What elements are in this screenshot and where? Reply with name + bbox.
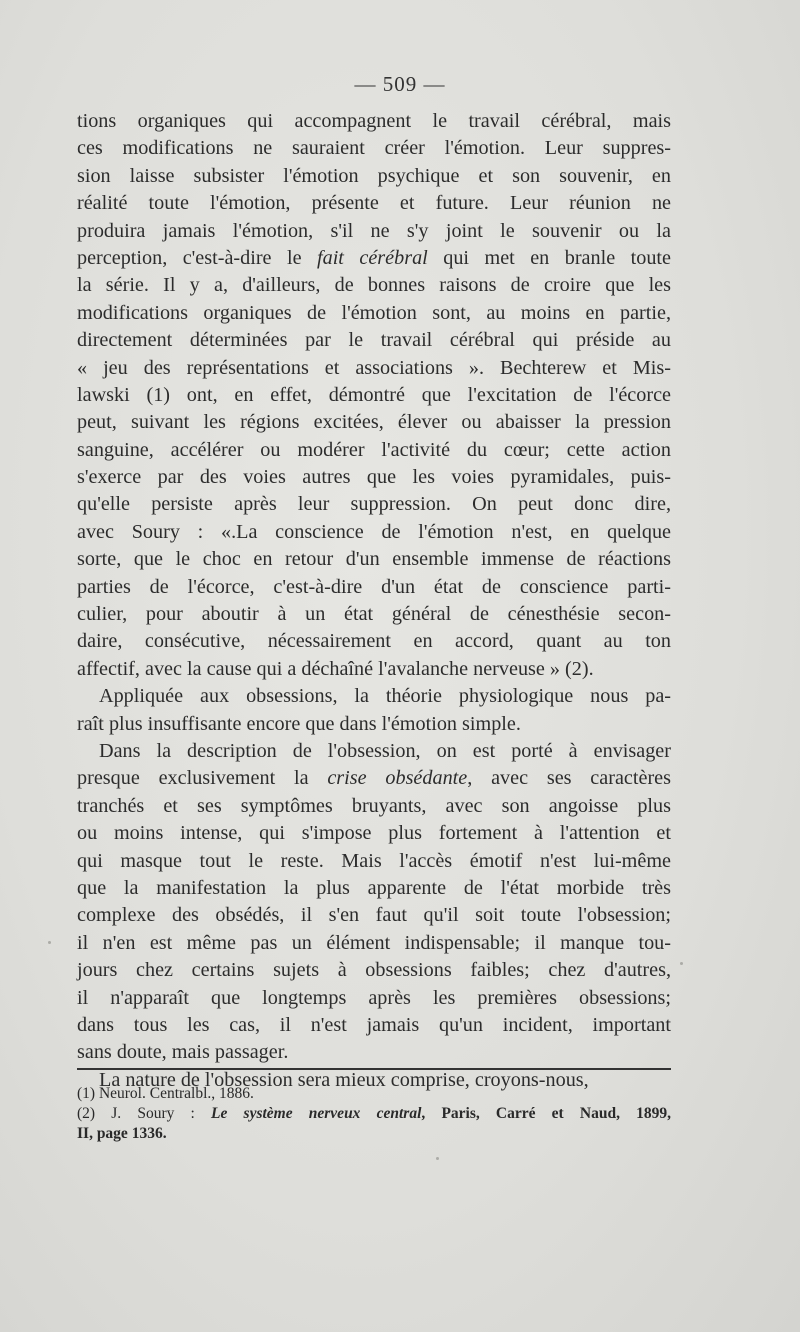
- text-line: directement déterminées par le travail cérébral qui préside au: [77, 329, 671, 352]
- text-line: réalité toute l'émotion, présente et future. Leur réunion ne: [77, 192, 671, 215]
- text-line: tions organiques qui accompagnent le travail cérébral, mais: [77, 110, 671, 132]
- text-line: lawski (1) ont, en effet, démontré que l'excitation de l'écorce: [77, 383, 671, 406]
- text-line: il n'en est même pas un élément indispensable; il manque tou-: [77, 931, 671, 954]
- text-line: La nature de l'obsession sera mieux comprise, croyons-nous,: [99, 1068, 589, 1091]
- text-line: dans tous les cas, il n'est jamais qu'un incident, important: [77, 1013, 671, 1036]
- paper-speck: [680, 962, 683, 965]
- text-fragment: , avec ses caractères: [467, 767, 671, 790]
- footnote-2-suffix: , Paris, Carré et Naud, 1899,: [421, 1105, 671, 1122]
- text-line: raît plus insuffisante encore que dans l'émotion simple.: [77, 712, 521, 735]
- text-line: il n'apparaît que longtemps après les premières obsessions;: [77, 986, 671, 1009]
- text-line: s'exerce par des voies autres que les voies pyramidales, puis-: [77, 466, 671, 489]
- text-line: [77, 765, 671, 792]
- text-fragment: qui met en branle toute: [427, 246, 671, 269]
- text-line: tranchés et ses symptômes bruyants, avec son angoisse plus: [77, 794, 671, 817]
- text-line: Dans la description de l'obsession, on est porté à envisager: [99, 739, 671, 762]
- paper-speck: [48, 941, 51, 944]
- italic-phrase: crise obsédante: [327, 767, 468, 790]
- footnote-rule: [77, 1068, 671, 1070]
- text-line: affectif, avec la cause qui a déchaîné l'avalanche nerveuse » (2).: [77, 657, 594, 680]
- text-line: peut, suivant les régions excitées, élever ou abaisser la pression: [77, 411, 671, 434]
- text-line: parties de l'écorce, c'est-à-dire d'un état de conscience parti-: [77, 575, 671, 598]
- text-line: sorte, que le choc en retour d'un ensemble immense de réactions: [77, 548, 671, 571]
- text-line: produira jamais l'émotion, s'il ne s'y joint le souvenir ou la: [77, 219, 671, 242]
- text-line: sanguine, accélérer ou modérer l'activité du cœur; cette action: [77, 438, 671, 461]
- text-line: avec Soury : «.La conscience de l'émotion n'est, en quelque: [77, 520, 671, 543]
- text-line: « jeu des représentations et associations ». Bechterew et Mis-: [77, 356, 671, 379]
- text-line: que la manifestation la plus apparente de l'état morbide très: [77, 876, 671, 899]
- text-line: [77, 245, 671, 272]
- footnote-2: [77, 1104, 671, 1124]
- page-number: — 509 —: [354, 72, 446, 96]
- text-line: complexe des obsédés, il s'en faut qu'il soit toute l'obsession;: [77, 904, 671, 927]
- footnote-1: (1) Neurol. Centralbl., 1886.: [77, 1085, 254, 1102]
- footnote-2-prefix: (2) J. Soury :: [77, 1105, 212, 1122]
- footnote-2-continuation: II, page 1336.: [77, 1125, 167, 1142]
- footnotes: [77, 1084, 671, 1144]
- body-text: [77, 108, 671, 1094]
- text-line: Appliquée aux obsessions, la théorie physiologique nous pa-: [99, 685, 671, 708]
- text-line: ou moins intense, qui s'impose plus fortement à l'attention et: [77, 822, 671, 845]
- text-line: modifications organiques de l'émotion sont, au moins en partie,: [77, 301, 671, 324]
- text-line: jours chez certains sujets à obsessions faibles; chez d'autres,: [77, 959, 671, 982]
- text-fragment: presque exclusivement la: [77, 767, 328, 790]
- text-line: qu'elle persiste après leur suppression. On peut donc dire,: [77, 493, 671, 516]
- text-line: daire, consécutive, nécessairement en accord, quant au ton: [77, 630, 671, 653]
- italic-phrase: fait cérébral: [317, 246, 428, 269]
- paper-speck: [436, 1157, 439, 1160]
- footnote-2-title: Le système nerveux central: [211, 1105, 422, 1122]
- text-line: qui masque tout le reste. Mais l'accès émotif n'est lui-même: [77, 849, 671, 872]
- text-fragment: perception, c'est-à-dire le: [77, 246, 317, 269]
- text-line: sion laisse subsister l'émotion psychique et son souvenir, en: [77, 164, 671, 187]
- text-line: culier, pour aboutir à un état général de cénesthésie secon-: [77, 603, 671, 626]
- text-line: la série. Il y a, d'ailleurs, de bonnes raisons de croire que les: [77, 274, 671, 297]
- text-line: sans doute, mais passager.: [77, 1041, 289, 1064]
- text-line: ces modifications ne sauraient créer l'émotion. Leur suppres-: [77, 137, 671, 160]
